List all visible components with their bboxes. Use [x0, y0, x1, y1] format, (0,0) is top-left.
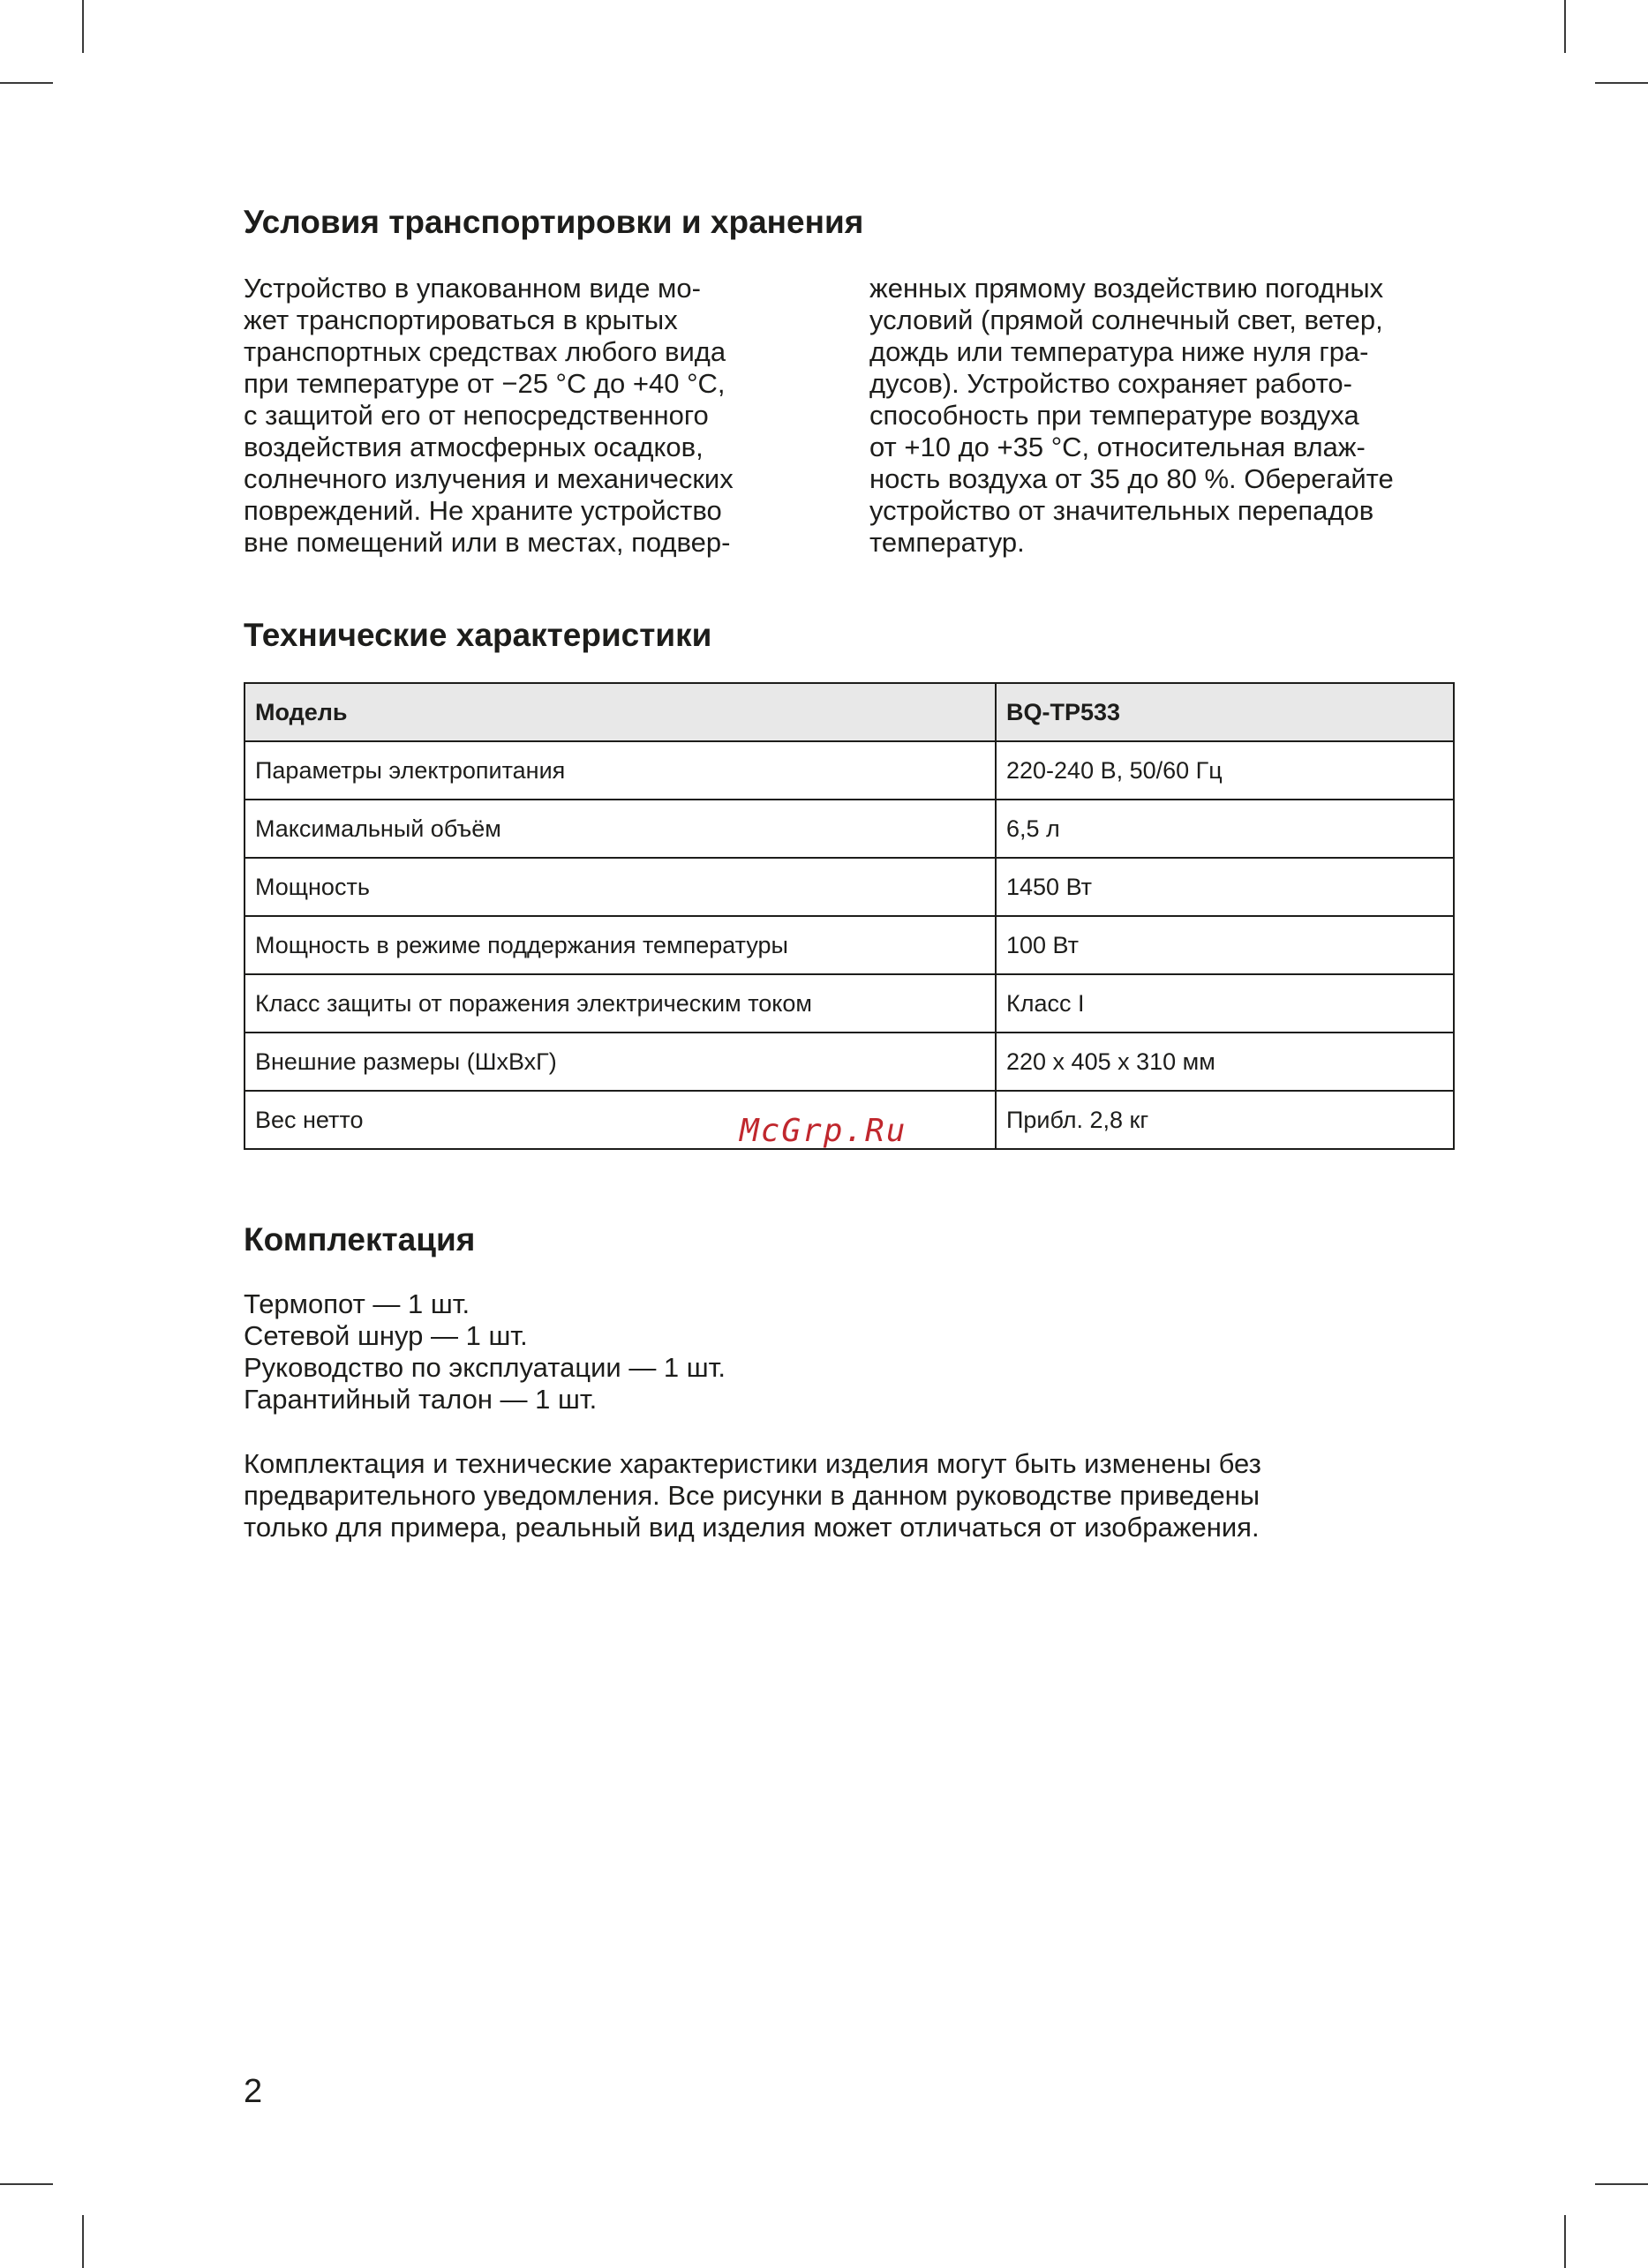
crop-mark	[0, 82, 53, 84]
table-cell-label: Внешние размеры (ШхВхГ)	[245, 1033, 996, 1091]
crop-mark	[82, 0, 84, 53]
crop-mark	[82, 2215, 84, 2268]
table-cell-value: Класс I	[996, 974, 1454, 1033]
watermark-text: McGrp.Ru	[740, 1113, 907, 1149]
table-cell-value: 220 x 405 x 310 мм	[996, 1033, 1454, 1091]
text-line: солнечного излучения и механических	[244, 463, 734, 494]
transport-heading: Условия транспортировки и хранения	[244, 204, 864, 240]
text-line: при температуре от −25 °С до +40 °С,	[244, 368, 726, 399]
table-cell-value: Прибл. 2,8 кг	[996, 1091, 1454, 1149]
text-line: дождь или температура ниже нуля гра-	[869, 336, 1369, 367]
text-line: повреждений. Не храните устройство	[244, 495, 722, 526]
text-line: жет транспортироваться в крытых	[244, 304, 678, 335]
text-line: женных прямому воздействию погодных	[869, 273, 1384, 304]
table-row	[245, 974, 1454, 1033]
table-cell-label: Вес нетто	[245, 1091, 996, 1149]
table-row	[245, 741, 1454, 800]
table-cell-value: 100 Вт	[996, 916, 1454, 974]
list-item: Руководство по эксплуатации — 1 шт.	[244, 1352, 726, 1383]
table-cell-label: Мощность в режиме поддержания температуры	[245, 916, 996, 974]
crop-mark	[0, 2183, 53, 2185]
table-header-row	[245, 683, 1454, 741]
kit-heading: Комплектация	[244, 1221, 476, 1258]
text-line: предварительного уведомления. Все рисунки в данном руководстве приведены	[244, 1480, 1260, 1511]
transport-text-left	[244, 273, 826, 559]
table-cell-label: Модель	[245, 683, 996, 741]
list-item: Термопот — 1 шт.	[244, 1288, 470, 1319]
kit-note	[244, 1448, 1261, 1543]
page-number: 2	[244, 2073, 263, 2110]
table-row	[245, 1033, 1454, 1091]
table-cell-value: BQ-TP533	[996, 683, 1454, 741]
table-row	[245, 858, 1454, 916]
crop-mark	[1595, 2183, 1648, 2185]
text-line: от +10 до +35 °С, относительная влаж-	[869, 432, 1366, 462]
text-line: ность воздуха от 35 до 80 %. Оберегайте	[869, 463, 1394, 494]
crop-mark	[1595, 82, 1648, 84]
text-line: Комплектация и технические характеристики изделия могут быть изменены без	[244, 1448, 1261, 1479]
table-cell-value: 1450 Вт	[996, 858, 1454, 916]
table-row	[245, 916, 1454, 974]
text-line: вне помещений или в местах, подвер-	[244, 527, 731, 558]
table-row	[245, 800, 1454, 858]
kit-items-list	[244, 1288, 726, 1416]
text-line: с защитой его от непосредственного	[244, 400, 709, 431]
crop-mark	[1564, 0, 1566, 53]
crop-mark	[1564, 2215, 1566, 2268]
table-cell-label: Параметры электропитания	[245, 741, 996, 800]
text-line: условий (прямой солнечный свет, ветер,	[869, 304, 1383, 335]
text-line: транспортных средствах любого вида	[244, 336, 726, 367]
text-line: способность при температуре воздуха	[869, 400, 1359, 431]
text-line: дусов). Устройство сохраняет работо-	[869, 368, 1352, 399]
text-line: устройство от значительных перепадов	[869, 495, 1374, 526]
transport-text-right	[869, 273, 1470, 559]
table-cell-value: 220-240 В, 50/60 Гц	[996, 741, 1454, 800]
table-cell-value: 6,5 л	[996, 800, 1454, 858]
specs-heading: Технические характеристики	[244, 617, 712, 653]
list-item: Сетевой шнур — 1 шт.	[244, 1320, 528, 1351]
text-line: только для примера, реальный вид изделия может отличаться от изображения.	[244, 1512, 1260, 1543]
text-line: Устройство в упакованном виде мо-	[244, 273, 701, 304]
list-item: Гарантийный талон — 1 шт.	[244, 1384, 598, 1415]
text-line: температур.	[869, 527, 1025, 558]
table-cell-label: Максимальный объём	[245, 800, 996, 858]
table-cell-label: Мощность	[245, 858, 996, 916]
text-line: воздействия атмосферных осадков,	[244, 432, 704, 462]
table-cell-label: Класс защиты от поражения электрическим током	[245, 974, 996, 1033]
specs-table	[244, 682, 1455, 1150]
